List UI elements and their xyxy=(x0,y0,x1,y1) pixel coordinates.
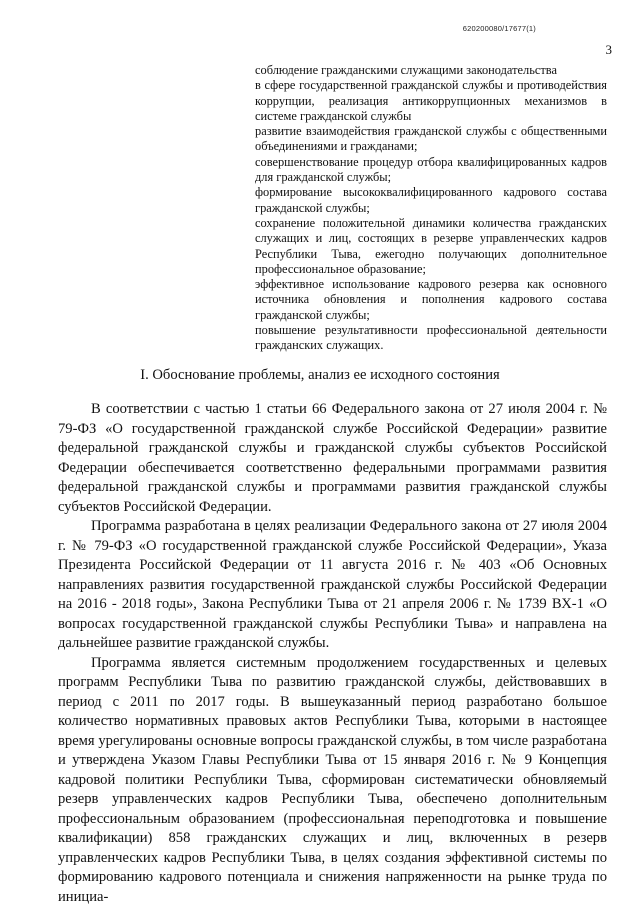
page-number: 3 xyxy=(606,42,613,58)
objective-item: повышение результативности профессиональной деятельности гражданских служащих. xyxy=(255,323,607,354)
objective-item: сохранение положительной динамики количества гражданских служащих и лиц, состоящих в резерве управленческих кадров Республики Тыва, ежегодно получающих дополнительное профессиональное образование; xyxy=(255,216,607,277)
objective-item: в сфере государственной гражданской службы и противодействия коррупции, реализация антикоррупционных механизмов в системе гражданской службы xyxy=(255,78,607,124)
objective-item: развитие взаимодействия гражданской службы с общественными объединениями и гражданами; xyxy=(255,124,607,155)
body-text xyxy=(58,400,607,907)
section-heading: I. Обоснование проблемы, анализ ее исходного состояния xyxy=(0,367,640,384)
objective-item: формирование высококвалифицированного кадрового состава гражданской службы; xyxy=(255,185,607,216)
objectives-list xyxy=(255,63,607,354)
paragraph: В соответствии с частью 1 статьи 66 Федерального закона от 27 июля 2004 г. № 79-ФЗ «О государственной гражданской службе Российской Федерации» развитие федеральной гражданской службы и гражданской службы субъектов Российской Федерации обеспечивается соответственно федеральными программами развития федеральной гражданской службы и программами развития гражданской службы субъектов Российской Федерации. xyxy=(58,400,607,517)
objective-item: совершенствование процедур отбора квалифицированных кадров для гражданской службы; xyxy=(255,155,607,186)
document-code: 620200080/17677(1) xyxy=(463,24,536,33)
objective-item: эффективное использование кадрового резерва как основного источника обновления и пополнения кадрового состава гражданской службы; xyxy=(255,277,607,323)
paragraph: Программа является системным продолжением государственных и целевых программ Республики Тыва по развитию гражданской службы, действовавших в период с 2011 по 2017 годы. В вышеуказанный период разработано большое количество нормативных правовых актов Республики Тыва, которыми в настоящее время урегулированы основные вопросы гражданской службы, в том числе разработана и утверждена Указом Главы Республики Тыва от 15 января 2016 г. № 9 Концепция кадровой политики Республики Тыва, сформирован систематически обновляемый резерв управленческих кадров Республики Тыва, обеспечено дополнительным профессиональным образованием (профессиональная переподготовка и повышение квалификации) 858 гражданских служащих и лиц, включенных в резерв управленческих кадров Республики Тыва, в целях создания эффективной системы по формированию кадрового потенциала и снижения напряженности на рынке труда по инициа- xyxy=(58,654,607,907)
objective-item: соблюдение гражданскими служащими законодательства xyxy=(255,63,607,78)
paragraph: Программа разработана в целях реализации Федерального закона от 27 июля 2004 г. № 79-ФЗ «О государственной гражданской службе Российской Федерации», Указа Президента Российской Федерации от 11 августа 2016 г. № 403 «Об Основных направлениях развития государственной гражданской службы Российской Федерации на 2016 - 2018 годы», Закона Республики Тыва от 21 апреля 2006 г. № 1739 ВХ-1 «О вопросах государственной гражданской службы Республики Тыва» и направлена на дальнейшее развитие гражданской службы. xyxy=(58,517,607,654)
